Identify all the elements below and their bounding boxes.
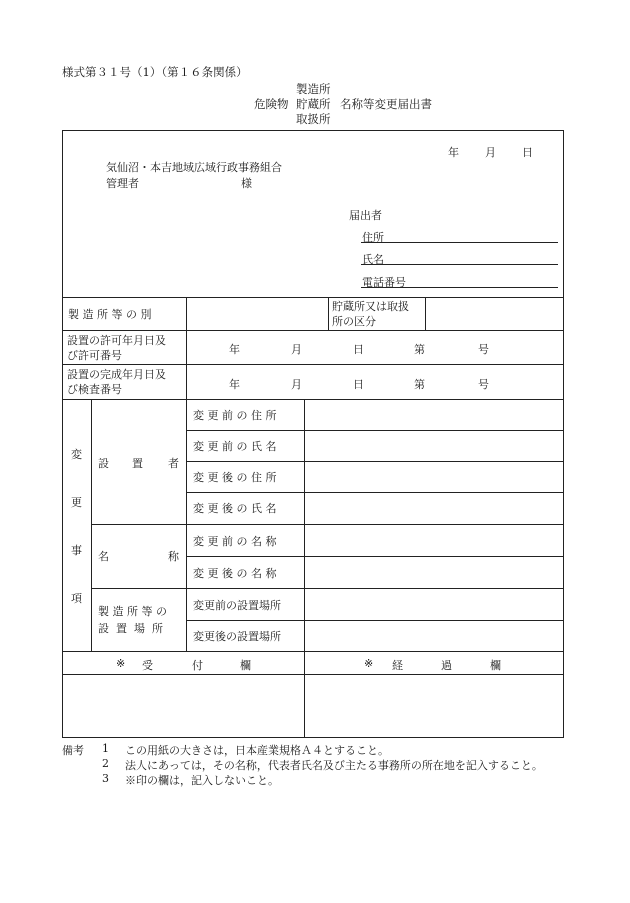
reception-char: 付 xyxy=(192,659,203,672)
storage-class-label-1: 貯蔵所又は取扱 xyxy=(332,300,409,313)
addressee-organization: 気仙沼・本吉地域広域行政事務組合 xyxy=(106,161,282,174)
applicant-name-line[interactable] xyxy=(361,264,558,265)
applicant-address-line[interactable] xyxy=(361,242,558,243)
note-text: ※印の欄は，記入しないこと。 xyxy=(125,774,279,787)
note-number: 2 xyxy=(102,757,109,770)
name-new-input[interactable] xyxy=(305,557,563,587)
name-label-right: 称 xyxy=(168,550,179,563)
installer-new-name-input[interactable] xyxy=(305,493,563,523)
permit-day: 日 xyxy=(353,343,364,356)
title-line-storage: 貯蔵所 xyxy=(296,97,331,111)
reception-mark: ※ xyxy=(116,657,126,670)
notes-heading: 備考 xyxy=(62,744,84,757)
date-day: 日 xyxy=(522,146,533,159)
applicant-heading: 届出者 xyxy=(349,209,382,222)
addressee-title: 管理者 xyxy=(106,177,139,190)
title-suffix: 名称等変更届出書 xyxy=(340,97,432,111)
changes-label-char: 事 xyxy=(71,544,82,557)
completion-label-1: 設置の完成年月日及 xyxy=(67,368,166,381)
applicant-name-label: 氏名 xyxy=(362,253,384,266)
storage-class-label-2: 所の区分 xyxy=(332,315,376,328)
title-line-handling: 取扱所 xyxy=(296,112,331,126)
installer-row-label: 変 更 前 の 氏 名 xyxy=(193,440,277,453)
installer-row-label: 変 更 前 の 住 所 xyxy=(193,409,277,422)
installer-prev-name-input[interactable] xyxy=(305,431,563,460)
note-number: 3 xyxy=(102,772,109,785)
changes-label-char: 変 xyxy=(71,448,82,461)
location-row-label: 変更後の設置場所 xyxy=(193,630,281,643)
facility-type-label: 製 造 所 等 の 別 xyxy=(68,308,152,321)
installer-label-char: 置 xyxy=(132,457,143,470)
completion-month: 月 xyxy=(291,378,302,391)
installer-label-char: 者 xyxy=(168,457,179,470)
permit-number-suffix: 号 xyxy=(478,343,489,356)
installer-row-label: 変 更 後 の 住 所 xyxy=(193,471,277,484)
permit-label-1: 設置の許可年月日及 xyxy=(67,334,166,347)
location-label-2: 設 置 場 所 xyxy=(98,622,163,635)
completion-day: 日 xyxy=(353,378,364,391)
progress-char: 経 xyxy=(392,659,403,672)
changes-label-char: 項 xyxy=(71,592,82,605)
progress-char: 欄 xyxy=(490,659,501,672)
location-new-input[interactable] xyxy=(305,621,563,650)
applicant-phone-line[interactable] xyxy=(361,287,558,288)
changes-label-char: 更 xyxy=(71,496,82,509)
name-prev-input[interactable] xyxy=(305,525,563,555)
form-number: 様式第３１号（1）（第１６条関係） xyxy=(62,65,248,79)
completion-year: 年 xyxy=(229,378,240,391)
name-label-left: 名 xyxy=(98,550,109,563)
name-row-label: 変 更 前 の 名 称 xyxy=(193,535,277,548)
permit-year: 年 xyxy=(229,343,240,356)
date-month: 月 xyxy=(485,146,496,159)
permit-month: 月 xyxy=(291,343,302,356)
installer-prev-address-input[interactable] xyxy=(305,400,563,429)
note-number: 1 xyxy=(102,742,109,755)
reception-char: 受 xyxy=(142,659,153,672)
applicant-phone-label: 電話番号 xyxy=(362,276,406,289)
permit-label-2: び許可番号 xyxy=(67,349,122,362)
location-label-1: 製 造 所 等 の xyxy=(98,605,167,618)
progress-char: 過 xyxy=(441,659,452,672)
storage-class-input[interactable] xyxy=(426,298,563,329)
completion-number-suffix: 号 xyxy=(478,378,489,391)
completion-label-2: び検査番号 xyxy=(67,383,122,396)
reception-char: 欄 xyxy=(240,659,251,672)
completion-number-prefix: 第 xyxy=(414,378,425,391)
progress-mark: ※ xyxy=(364,657,374,670)
facility-type-input[interactable] xyxy=(187,298,327,329)
note-text: この用紙の大きさは，日本産業規格Ａ４とすること。 xyxy=(125,744,389,757)
addressee-honorific: 様 xyxy=(241,177,252,190)
location-prev-input[interactable] xyxy=(305,589,563,619)
name-row-label: 変 更 後 の 名 称 xyxy=(193,567,277,580)
installer-label-char: 設 xyxy=(98,457,109,470)
date-year: 年 xyxy=(448,146,459,159)
applicant-address-label: 住所 xyxy=(362,231,384,244)
title-line-manufacture: 製造所 xyxy=(296,82,331,96)
installer-row-label: 変 更 後 の 氏 名 xyxy=(193,502,277,515)
installer-new-address-input[interactable] xyxy=(305,462,563,491)
permit-number-prefix: 第 xyxy=(414,343,425,356)
location-row-label: 変更前の設置場所 xyxy=(193,599,281,612)
note-text: 法人にあっては，その名称，代表者氏名及び主たる事務所の所在地を記入すること。 xyxy=(125,759,543,772)
title-prefix: 危険物 xyxy=(254,97,289,111)
